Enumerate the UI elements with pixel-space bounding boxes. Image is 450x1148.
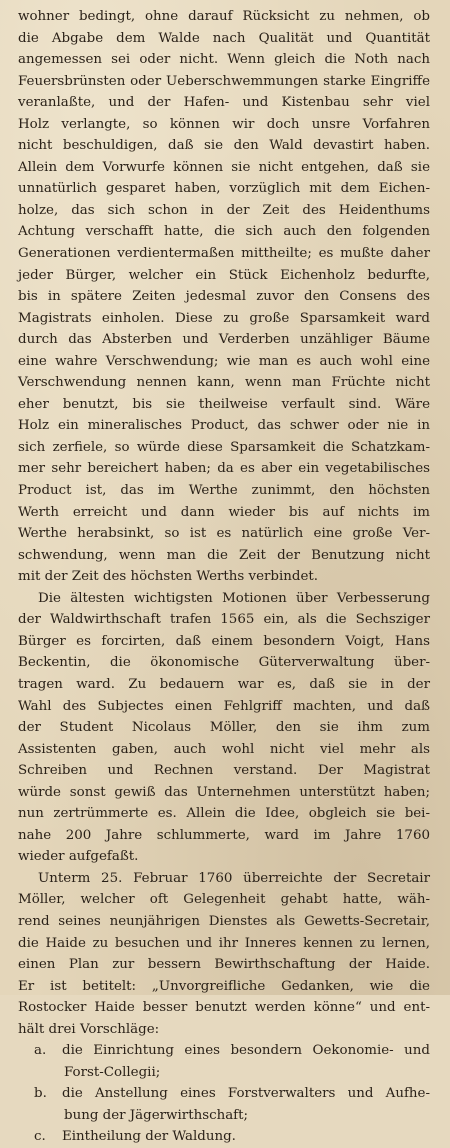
line-text: die Anstellung eines Forstverwalters und Aufhe- <box>62 1086 430 1102</box>
page-text <box>18 6 430 1148</box>
text-line <box>18 1019 430 1041</box>
line-text: der Student Nicolaus Möller, den sie ihm zum <box>18 720 430 736</box>
text-line <box>18 782 430 804</box>
line-text: einen Plan zur bessern Bewirthschaftung der Haide. <box>18 957 430 973</box>
line-text: Achtung verschafft hatte, die sich auch den folgenden <box>18 224 430 240</box>
text-line <box>18 523 430 545</box>
text-line <box>18 1062 430 1084</box>
text-line <box>18 458 430 480</box>
line-text: rend seines neunjährigen Dienstes als Gewetts-Secretair, <box>18 913 430 929</box>
line-text: Werthe herabsinkt, so ist es natürlich eine große Ver- <box>18 526 430 542</box>
text-line <box>18 502 430 524</box>
text-line <box>18 265 430 287</box>
line-text: veranlaßte, und der Hafen- und Kistenbau sehr viel <box>18 95 430 111</box>
line-text: Er ist betitelt: „Unvorgreifliche Gedanken, wie die <box>18 978 430 994</box>
line-text: wohner bedingt, ohne darauf Rücksicht zu nehmen, ob <box>18 9 430 24</box>
line-text: Rostocker Haide besser benutzt werden könne“ und ent- <box>18 1000 430 1016</box>
text-line <box>18 825 430 847</box>
line-text: mer sehr bereichert haben; da es aber ein vegetabilisches <box>18 461 430 477</box>
text-line <box>18 114 430 136</box>
text-line <box>18 1083 430 1105</box>
line-text: nahe 200 Jahre schlummerte, ward im Jahre 1760 <box>18 827 430 843</box>
text-line <box>18 609 430 631</box>
line-text: wieder aufgefaßt. <box>18 849 139 865</box>
line-text: Bürger es forcirten, daß einem besondern Voigt, Hans <box>18 633 430 649</box>
text-line <box>18 933 430 955</box>
line-text: Assistenten gaben, auch wohl nicht viel mehr als <box>18 741 430 757</box>
line-text: tragen ward. Zu bedauern war es, daß sie in der <box>18 676 430 692</box>
text-line <box>18 566 430 588</box>
line-text: Verschwendung nennen kann, wenn man Früchte nicht <box>18 375 430 391</box>
text-line <box>18 803 430 825</box>
list-marker: c. <box>34 1129 46 1145</box>
line-text: unnatürlich gesparet haben, vorzüglich mit dem Eichen- <box>18 181 430 197</box>
list-marker: a. <box>34 1043 47 1059</box>
text-line <box>18 674 430 696</box>
text-line <box>18 92 430 114</box>
line-text: holze, das sich schon in der Zeit des Heidenthums <box>18 202 430 218</box>
line-text: nicht beschuldigen, daß sie den Wald devastirt haben. <box>18 138 430 154</box>
line-text: durch das Absterben und Verderben unzähliger Bäume <box>18 332 430 348</box>
line-text: Möller, welcher oft Gelegenheit gehabt hatte, wäh- <box>18 892 430 908</box>
text-line <box>18 308 430 330</box>
line-text: angemessen sei oder nicht. Wenn gleich die Noth nach <box>18 52 430 68</box>
text-line <box>18 696 430 718</box>
text-line <box>18 415 430 437</box>
line-text: Holz verlangte, so können wir doch unsre Vorfahren <box>18 116 430 132</box>
line-text: Allein dem Vorwurfe können sie nicht entgehen, daß sie <box>18 159 430 175</box>
line-text: jeder Bürger, welcher ein Stück Eichenholz bedurfte, <box>18 267 430 283</box>
line-text: Holz ein mineralisches Product, das schwer oder nie in <box>18 418 430 434</box>
line-text: nun zertrümmerte es. Allein die Idee, obgleich sie bei- <box>18 806 430 822</box>
line-text: Generationen verdientermaßen mittheilte; es mußte daher <box>18 246 430 262</box>
text-line <box>18 846 430 868</box>
line-text: Eintheilung der Waldung. <box>62 1129 236 1145</box>
line-text: schwendung, wenn man die Zeit der Benutzung nicht <box>18 547 430 563</box>
line-text: der Waldwirthschaft trafen 1565 ein, als die Sechsziger <box>18 612 430 628</box>
text-line <box>18 1105 430 1127</box>
line-text: eher benutzt, bis sie theilweise verfault sind. Wäre <box>18 396 430 412</box>
text-line <box>18 997 430 1019</box>
text-line <box>18 135 430 157</box>
text-line <box>18 372 430 394</box>
text-line <box>18 221 430 243</box>
text-line <box>18 157 430 179</box>
text-line <box>18 178 430 200</box>
line-text: mit der Zeit des höchsten Werths verbindet. <box>18 569 319 585</box>
text-line <box>18 28 430 50</box>
text-line <box>18 480 430 502</box>
text-line <box>18 717 430 739</box>
text-line <box>18 889 430 911</box>
line-text: Schreiben und Rechnen verstand. Der Magistrat <box>18 763 430 779</box>
text-line <box>18 954 430 976</box>
line-text: Feuersbrünsten oder Ueberschwemmungen starke Eingriffe <box>18 73 430 89</box>
text-line <box>18 1126 430 1148</box>
text-line <box>18 329 430 351</box>
line-text: Beckentin, die ökonomische Güterverwaltung über- <box>18 655 430 671</box>
line-text: die Haide zu besuchen und ihr Inneres kennen zu lernen, <box>18 935 430 951</box>
text-line <box>18 911 430 933</box>
text-line <box>18 588 430 610</box>
text-line <box>18 351 430 373</box>
line-text: bis in spätere Zeiten jedesmal zuvor den Consens des <box>18 289 430 305</box>
text-line <box>18 1040 430 1062</box>
text-line <box>18 49 430 71</box>
text-line <box>18 976 430 998</box>
line-text: Wahl des Subjectes einen Fehlgriff machten, und daß <box>18 698 430 714</box>
text-line <box>18 6 430 28</box>
text-line <box>18 760 430 782</box>
line-text: Product ist, das im Werthe zunimmt, den höchsten <box>18 483 430 499</box>
text-line <box>18 545 430 567</box>
line-text: Forst-Collegii; <box>64 1064 161 1080</box>
line-text: würde sonst gewiß das Unternehmen unterstützt haben; <box>18 784 430 800</box>
text-line <box>18 286 430 308</box>
line-text: hält drei Vorschläge: <box>18 1021 160 1037</box>
text-line <box>18 631 430 653</box>
text-line <box>18 652 430 674</box>
text-line <box>18 868 430 890</box>
line-text: Unterm 25. Februar 1760 überreichte der Secretair <box>38 870 430 886</box>
text-line <box>18 437 430 459</box>
line-text: die Einrichtung eines besondern Oekonomie- und <box>62 1043 430 1059</box>
line-text: bung der Jägerwirthschaft; <box>64 1107 249 1123</box>
text-line <box>18 739 430 761</box>
line-text: Werth erreicht und dann wieder bis auf nichts im <box>18 504 430 520</box>
line-text: sich zerfiele, so würde diese Sparsamkeit die Schatzkam- <box>18 439 430 455</box>
line-text: die Abgabe dem Walde nach Qualität und Quantität <box>18 30 430 46</box>
text-line <box>18 394 430 416</box>
line-text: Die ältesten wichtigsten Motionen über Verbesserung <box>38 590 430 606</box>
line-text: eine wahre Verschwendung; wie man es auch wohl eine <box>18 353 430 369</box>
text-line <box>18 243 430 265</box>
text-line <box>18 71 430 93</box>
text-line <box>18 200 430 222</box>
list-marker: b. <box>34 1086 47 1102</box>
line-text: Magistrats einholen. Diese zu große Sparsamkeit ward <box>18 310 430 326</box>
